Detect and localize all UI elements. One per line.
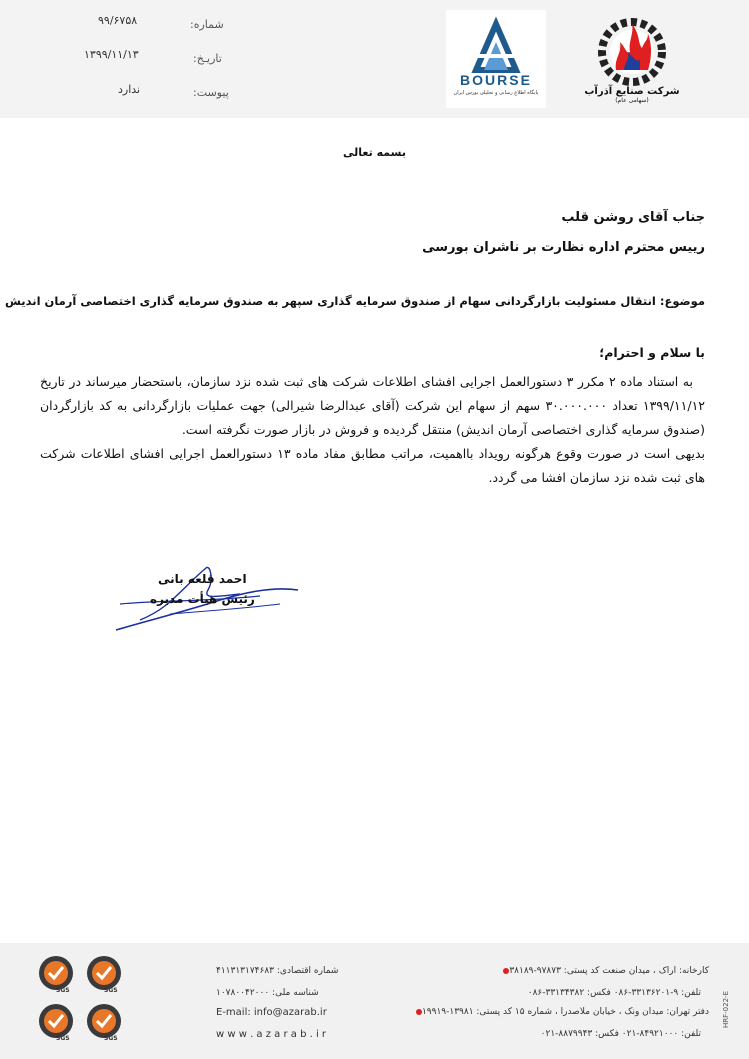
date-value: ۱۳۹۹/۱۱/۱۳: [84, 48, 139, 61]
cert-label: SGS: [104, 987, 118, 994]
number-label: شماره:: [190, 18, 224, 31]
bourse-logo-text: BOURSE: [460, 72, 532, 88]
tehran-office-address: [412, 1007, 709, 1017]
flame-gear-icon: [592, 14, 672, 86]
paragraph-1: به استناد ماده ۲ مکرر ۳ دستورالعمل اجرایی افشای اطلاعات شرکت های ثبت شده نزد سازمان، باستحضار میرساند در تاریخ ۱۳۹۹/۱۱/۱۲ تعداد ۳۰.۰۰۰.۰۰۰ سهم از سهام این شرکت (آقای عبدالرضا شیرالی) جهت عملیات بازارگردانی به کد بازارگردان (صندوق سرمایه گذاری اختصاصی آرمان اندیش) منتقل گردیده و فروش در بازار صورت نگرفته است.: [40, 374, 705, 437]
recipient-name: جناب آقای روشن قلب: [561, 210, 705, 225]
company-type: (سهامی عام): [615, 97, 649, 104]
letterhead: [0, 0, 749, 118]
cert-label: SGS: [104, 1035, 118, 1042]
sgs-cert-badge: [34, 953, 78, 997]
signatory-name: احمد قلعه بانی: [158, 572, 247, 586]
greeting: با سلام و احترام؛: [599, 345, 705, 360]
tehran-office-text: دفتر تهران: میدان ونک ، خیابان ملاصدرا ، شماره ۱۵ کد پستی: ۱۳۹۸۱-۱۹۹۱۹: [421, 1007, 709, 1017]
company-logo: [582, 14, 682, 114]
letter-footer: [0, 943, 749, 1059]
signatory-title: رئیس هیأت مدیره: [150, 592, 255, 606]
national-id: شناسه ملی: ۱۰۷۸۰۰۴۲۰۰۰: [216, 988, 319, 998]
paragraph-2: بدیهی است در صورت وقوع هرگونه رویداد بااهمیت، مراتب مطابق مفاد ماده ۱۳ دستورالعمل اجرایی افشای اطلاعات شرکت های ثبت شده نزد سازمان افشا می گردد.: [40, 446, 706, 485]
number-value: ۹۹/۶۷۵۸: [98, 14, 138, 27]
bourse-logo: [446, 10, 546, 108]
bourse-logo-subtitle: پایگاه اطلاع رسانی و تحلیلی بورس ایران: [453, 90, 539, 96]
sgs-cert-badge: [82, 953, 126, 997]
cert-label: SGS: [56, 987, 70, 994]
sgs-cert-badge: [82, 1001, 126, 1045]
letter-body: [40, 370, 705, 490]
factory-phone: تلفن: ۹-۳۳۱۳۶۲۰۱-۰۸۶ فکس: ۳۳۱۳۴۳۸۲-۰۸۶: [527, 988, 701, 998]
form-code: HRF-022-E: [722, 991, 730, 1028]
website-link[interactable]: w w w . a z a r a b . i r: [216, 1029, 327, 1040]
sgs-cert-badge: [34, 1001, 78, 1045]
bismillah: بسمه تعالی: [343, 146, 406, 159]
economic-code: شماره اقتصادی: ۴۱۱۳۱۳۱۷۴۶۸۳: [216, 966, 339, 976]
factory-address: [499, 966, 709, 976]
date-label: تاریـخ:: [193, 52, 222, 65]
factory-address-text: کارخانه: اراک ، میدان صنعت کد پستی: ۹۷۸۷۳-۳۸۱۸۹: [509, 966, 709, 976]
subject-line: موضوع: انتقال مسئولیت بازارگردانی سهام از صندوق سرمایه گذاری سپهر به صندوق سرمایه گذاری اختصاصی آرمان اندیش: [5, 294, 705, 308]
email-address[interactable]: E-mail: info@azarab.ir: [216, 1007, 327, 1018]
tehran-office-phone: تلفن: ۸۴۹۲۱۰۰۰-۰۲۱ فکس: ۸۸۷۹۹۴۳-۰۲۱: [540, 1029, 701, 1039]
company-name: شرکت صنایع آذرآب: [584, 86, 680, 97]
attachment-label: پیوست:: [193, 86, 229, 99]
recipient-title: رییس محترم اداره نظارت بر ناشران بورسی: [422, 240, 705, 255]
attachment-value: ندارد: [118, 83, 141, 96]
cert-label: SGS: [56, 1035, 70, 1042]
